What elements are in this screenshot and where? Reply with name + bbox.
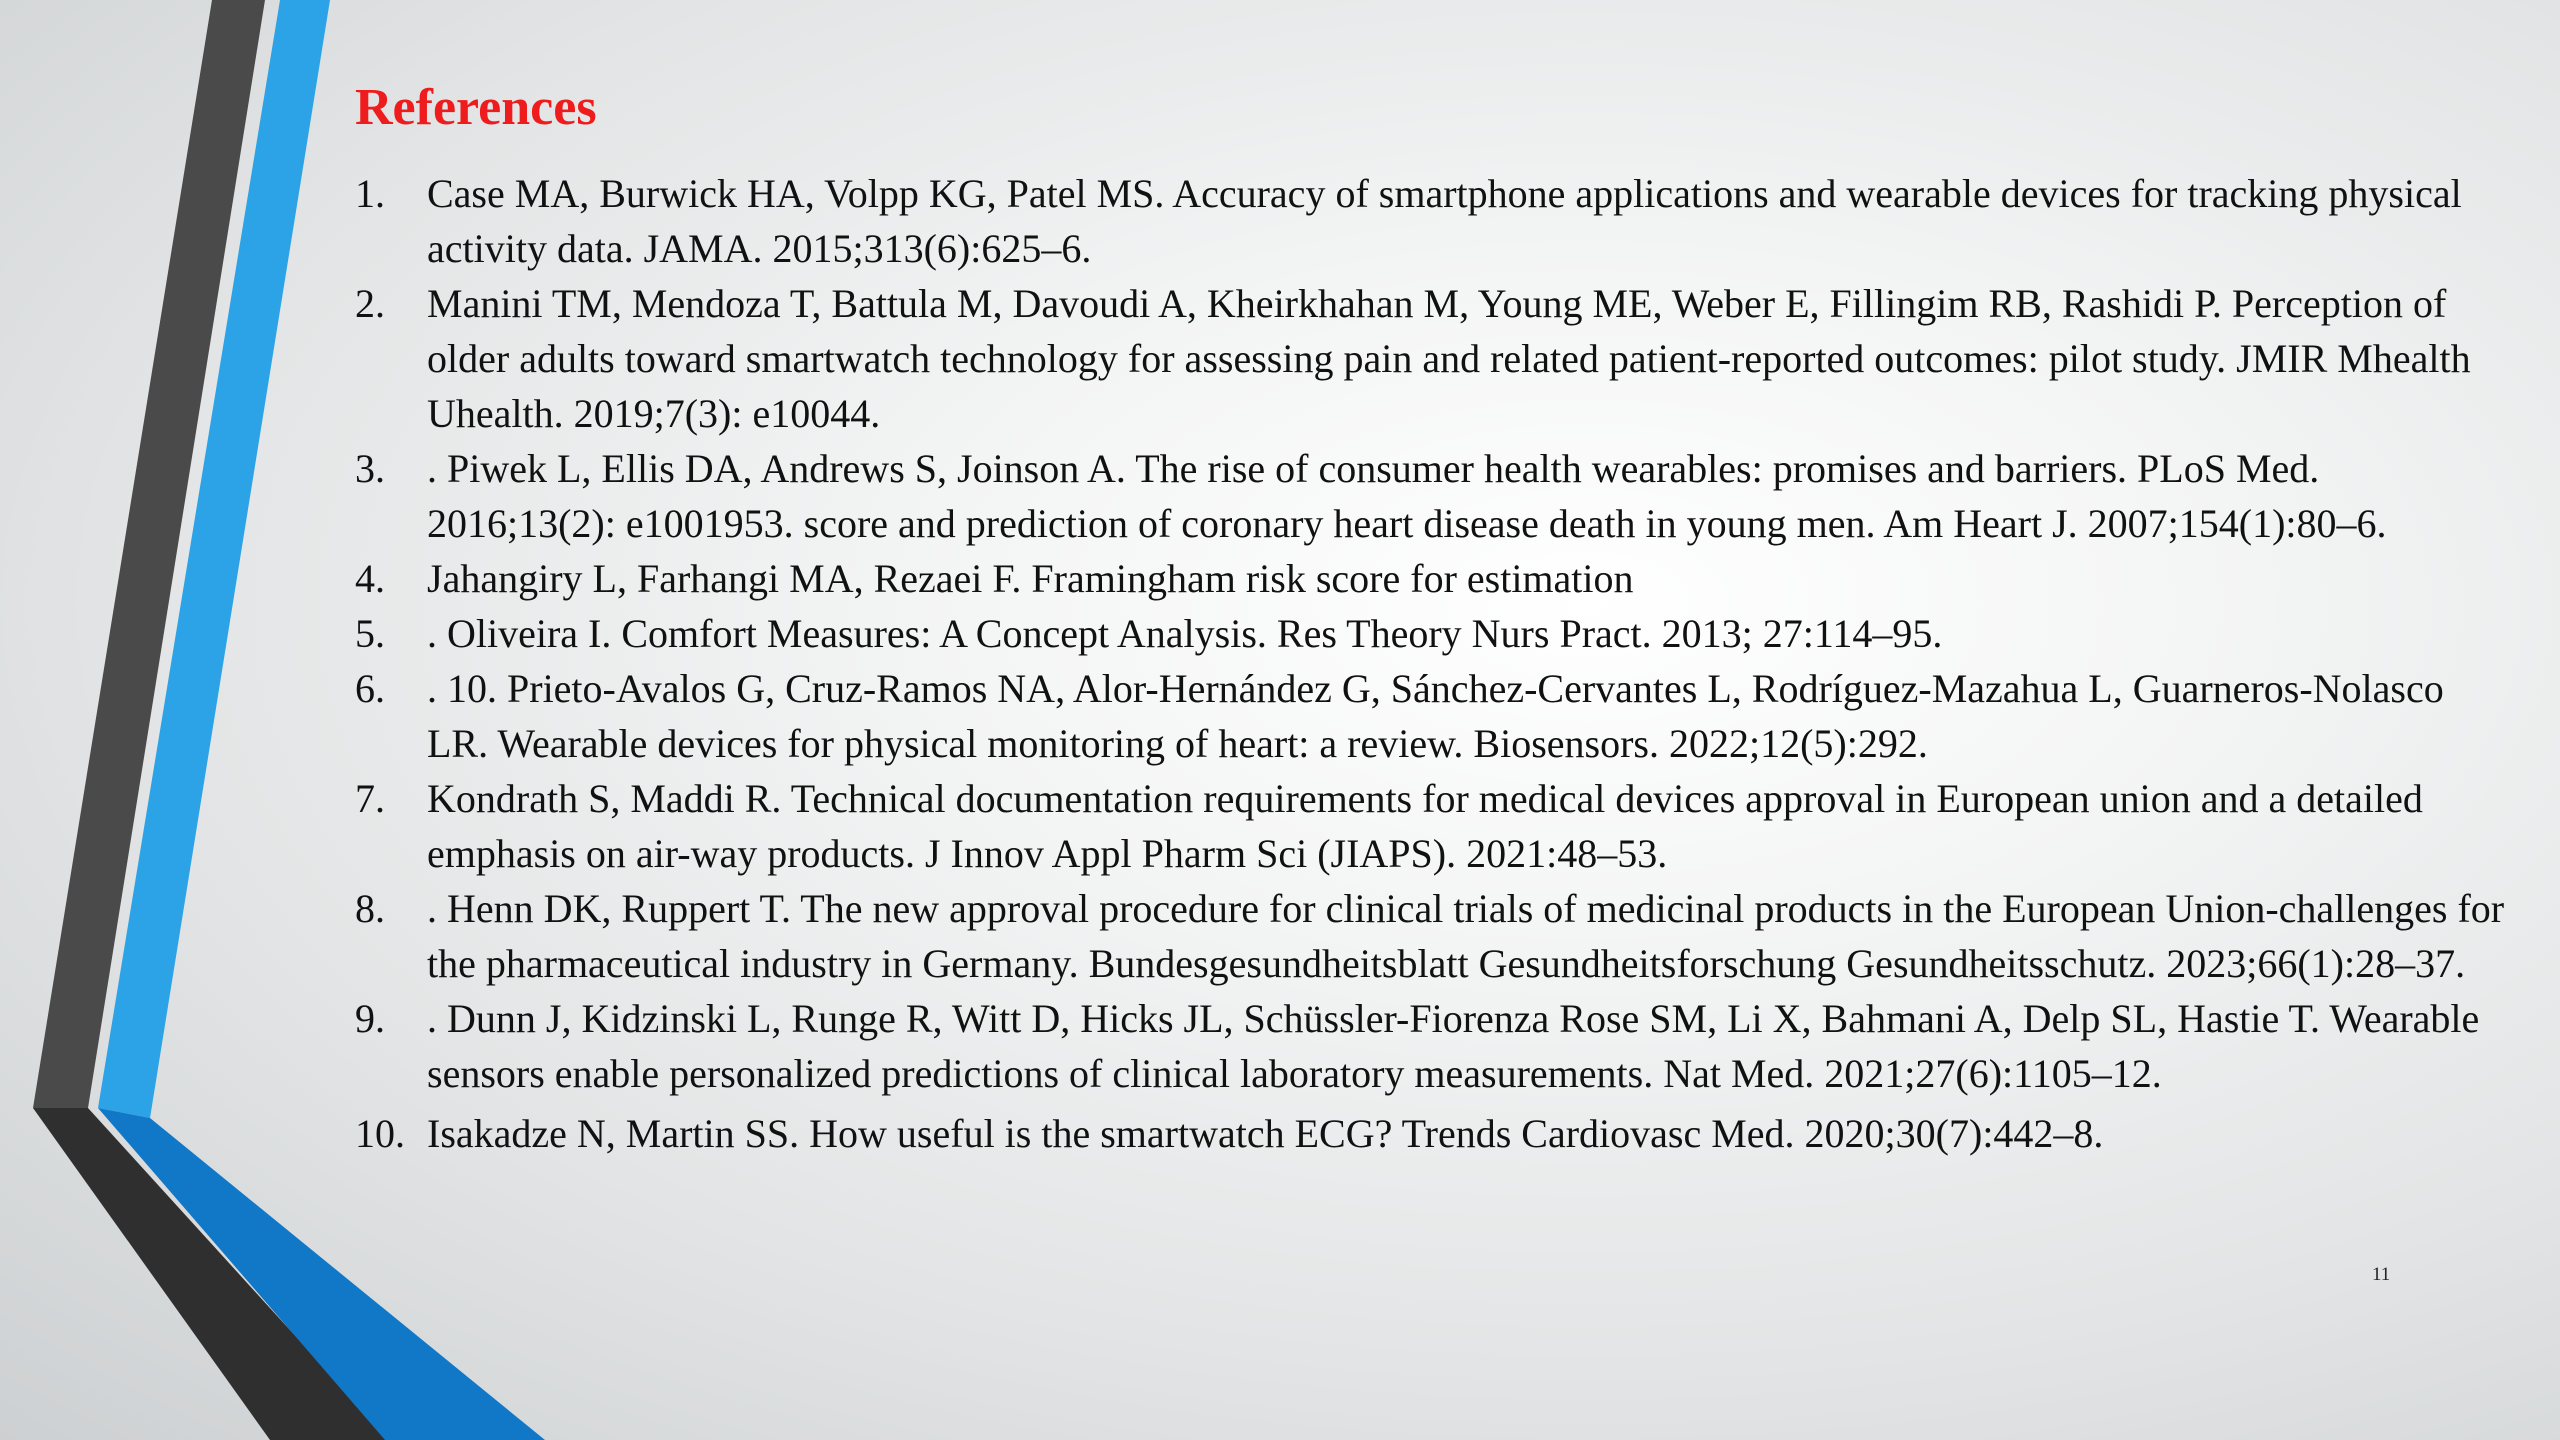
reference-number: 4. <box>355 556 385 601</box>
reference-item <box>355 441 2505 551</box>
reference-item <box>355 276 2505 441</box>
reference-number: 7. <box>355 776 385 821</box>
reference-number: 8. <box>355 886 385 931</box>
reference-item <box>355 991 2505 1101</box>
reference-item <box>355 661 2505 771</box>
reference-number: 3. <box>355 446 385 491</box>
reference-list <box>355 166 2505 1161</box>
reference-text: . Henn DK, Ruppert T. The new approval procedure for clinical trials of medicinal products in the European Union-challenges for the pharmaceutical industry in Germany. Bundesgesundheitsblatt Gesundheitsforschung Gesundheitsschutz. 2023;66(1):28–37. <box>427 886 2505 986</box>
reference-text: Kondrath S, Maddi R. Technical documentation requirements for medical devices approval in European union and a detailed emphasis on air-way products. J Innov Appl Pharm Sci (JIAPS). 2021:48–53. <box>427 776 2423 876</box>
reference-item <box>355 551 2505 606</box>
reference-text: . 10. Prieto-Avalos G, Cruz-Ramos NA, Alor-Hernández G, Sánchez-Cervantes L, Rodríguez-Mazahua L, Guarneros-Nolasco LR. Wearable devices for physical monitoring of heart: a review. Biosensors. 2022;12(5):292. <box>427 666 2444 766</box>
reference-text: Jahangiry L, Farhangi MA, Rezaei F. Framingham risk score for estimation <box>427 556 1634 601</box>
reference-item <box>355 166 2505 276</box>
reference-number: 6. <box>355 666 385 711</box>
reference-number: 5. <box>355 611 385 656</box>
reference-item <box>355 881 2505 991</box>
reference-number: 10. <box>355 1111 405 1156</box>
reference-text: . Oliveira I. Comfort Measures: A Concept Analysis. Res Theory Nurs Pract. 2013; 27:114–95. <box>427 611 1943 656</box>
reference-item <box>355 606 2505 661</box>
reference-text: Isakadze N, Martin SS. How useful is the smartwatch ECG? Trends Cardiovasc Med. 2020;30(7):442–8. <box>427 1111 2104 1156</box>
reference-item <box>355 771 2505 881</box>
reference-number: 2. <box>355 281 385 326</box>
reference-text: . Piwek L, Ellis DA, Andrews S, Joinson A. The rise of consumer health wearables: promises and barriers. PLoS Med. 2016;13(2): e1001953. score and prediction of coronary heart disease death in young men. Am Heart J. 2007;154(1):80–6. <box>427 446 2387 546</box>
reference-text: Manini TM, Mendoza T, Battula M, Davoudi A, Kheirkhahan M, Young ME, Weber E, Fillingim RB, Rashidi P. Perception of older adults toward smartwatch technology for assessing pain and related patient-reported outcomes: pilot study. JMIR Mhealth Uhealth. 2019;7(3): e10044. <box>427 281 2471 436</box>
reference-text: . Dunn J, Kidzinski L, Runge R, Witt D, Hicks JL, Schüssler-Fiorenza Rose SM, Li X, Bahmani A, Delp SL, Hastie T. Wearable sensors enable personalized predictions of clinical laboratory measurements. Nat Med. 2021;27(6):1105–12. <box>427 996 2480 1096</box>
page-number: 11 <box>2372 1264 2391 1285</box>
reference-number: 1. <box>355 171 385 216</box>
slide-title: References <box>355 79 597 136</box>
reference-text: Case MA, Burwick HA, Volpp KG, Patel MS. Accuracy of smartphone applications and wearable devices for tracking physical activity data. JAMA. 2015;313(6):625–6. <box>427 171 2462 271</box>
reference-number: 9. <box>355 996 385 1041</box>
reference-item <box>355 1106 2505 1161</box>
